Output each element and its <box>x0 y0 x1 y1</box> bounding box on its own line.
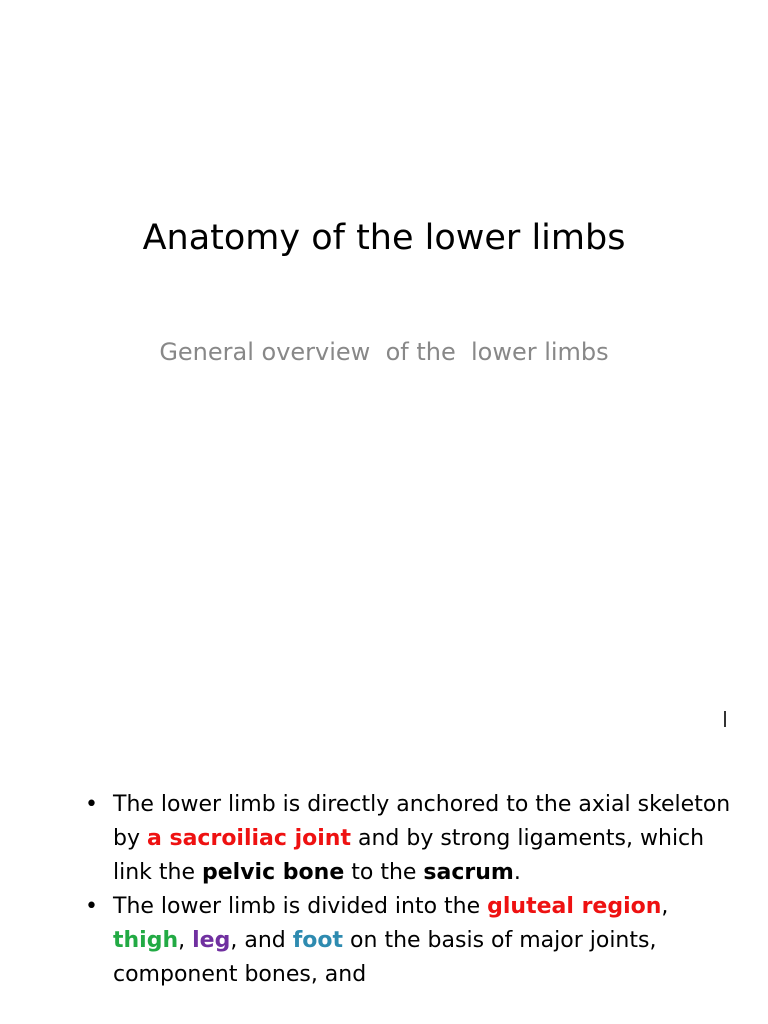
term-foot: foot <box>292 928 344 953</box>
bullet-text: . <box>513 860 521 885</box>
bullet-list <box>85 788 735 992</box>
bullet-text: , <box>661 894 669 919</box>
term-thigh: thigh <box>113 928 179 953</box>
term-pelvic-bone: pelvic bone <box>202 860 345 885</box>
bullet-text: The lower limb is directly anchored to the axial skeleton by <box>113 792 731 851</box>
term-sacrum: sacrum <box>423 860 514 885</box>
bullet-item-anchoring <box>85 788 735 890</box>
bullet-text: , and <box>230 928 293 953</box>
term-leg: leg <box>192 928 231 953</box>
bullet-text: to the <box>344 860 424 885</box>
slide-subtitle: General overview of the lower limbs <box>159 338 609 366</box>
content-slide <box>0 770 768 1024</box>
bullet-text: and by strong ligaments, which link the <box>113 826 705 885</box>
bullet-text: on the basis of major joints, component bones, and <box>113 928 657 987</box>
slide-title: Anatomy of the lower limbs <box>142 218 626 258</box>
bullet-item-divisions <box>85 890 735 992</box>
term-gluteal-region: gluteal region <box>487 894 662 919</box>
term-sacroiliac-joint: a sacroiliac joint <box>146 826 351 851</box>
text-cursor <box>724 711 726 727</box>
bullet-text: , <box>178 928 193 953</box>
bullet-text: The lower limb is divided into the <box>113 894 488 919</box>
